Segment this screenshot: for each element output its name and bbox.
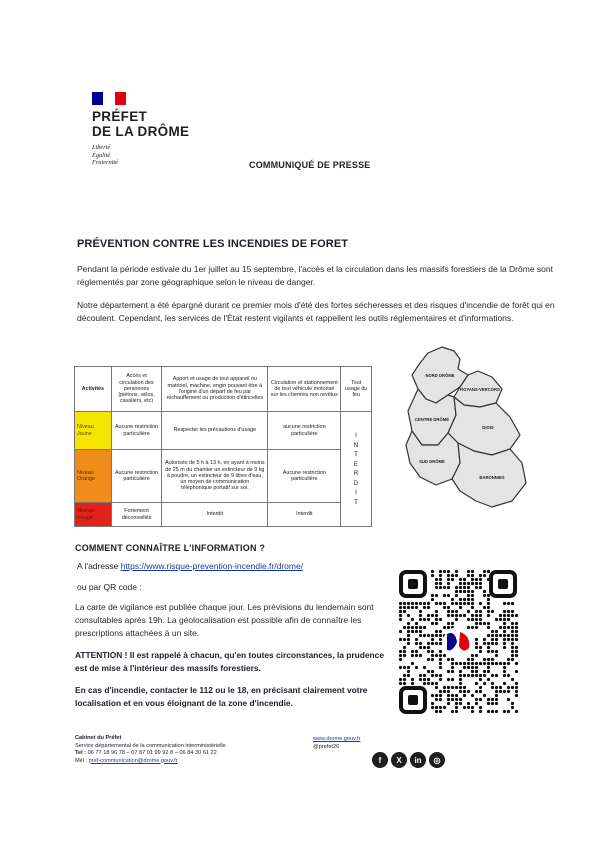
motto-egalite: Égalité xyxy=(92,151,111,159)
level-yellow: Niveau Jaune xyxy=(75,412,112,450)
email-link[interactable]: pref-communication@drome.gouv.fr xyxy=(88,757,178,764)
intro-paragraph: Pendant la période estivale du 1er juillet au 15 septembre, l'accès et la circulation dans les massifs forestiers de la Drôme sont réglementés par zone géographique selon le niveau de danger. xyxy=(77,264,553,287)
table-header-row xyxy=(75,367,372,412)
email-line xyxy=(75,758,226,766)
map-label-baronnies: BARONNIES xyxy=(479,475,505,480)
document-type: COMMUNIQUÉ DE PRESSE xyxy=(249,160,371,170)
header-vehicles: Circulation et stationnement de tout véhicule motorisé sur les chemins non revêtus xyxy=(268,367,341,412)
cell-access: Aucune restriction particulière xyxy=(111,412,162,450)
qr-code[interactable] xyxy=(397,568,519,716)
table-row xyxy=(75,503,372,527)
attention-paragraph: ATTENTION ! Il est rappelé à chacun, qu'en toutes circonstances, la prudence est de mise à l'intérieur des massifs forestiers. xyxy=(75,650,384,673)
cell-vehicles: Aucune restriction particulière xyxy=(268,450,341,503)
service-name: Service départemental de la communication interministérielle xyxy=(75,742,226,749)
interdit-label: I N T E R D I T xyxy=(353,432,359,506)
prefecture-line-1: PRÉFET xyxy=(92,109,148,124)
cabinet-title: Cabinet du Préfet xyxy=(75,735,122,741)
cell-machines: Autorisés de 5 h à 13 h, en ayant à moins de 25 m du chantier un extincteur de 9 kg à poudre, un extincteur de 9 litres d'eau, un moyen de communication téléphonique portatif sur soi. xyxy=(162,450,268,503)
level-red: Niveau Rouge xyxy=(75,503,112,527)
prefecture-logo xyxy=(92,92,189,167)
prefecture-line-2: DE LA DRÔME xyxy=(92,124,190,139)
header-fire-use: Tout usage du feu xyxy=(341,367,372,412)
vigilance-paragraph: La carte de vigilance est publiée chaque jour. Les prévisions du lendemain sont consultables après 19h. La géolocalisation est possible afin de connaître les prescriptions attachées à un site. xyxy=(75,602,374,638)
info-section-title: COMMENT CONNAÎTRE L'INFORMATION ? xyxy=(75,543,266,553)
linkedin-icon[interactable]: in xyxy=(410,752,426,768)
header-access: Accès et circulation des personnes (piétons, vélos, cavaliers, etc) xyxy=(111,367,162,412)
emergency-paragraph: En cas d'incendie, contacter le 112 ou le 18, en précisant clairement votre localisation et en vous éloignant de la zone d'incendie. xyxy=(75,685,368,708)
map-label-centre: CENTRE DRÔME xyxy=(415,417,449,422)
cell-vehicles: aucune restriction particulière xyxy=(268,412,341,450)
header-machines: Apport et usage de tout appareil ou matériel, machine, engin pouvant être à l'origine d'un départ de feu par réchauffement ou production d'étincelles xyxy=(162,367,268,412)
context-paragraph: Notre département a été épargné durant ce premier mois d'été des fortes sécheresses et des risques d'incendie de forêt qui en découlent. Cependant, les services de l'État restent vigilants et rappellent les outils réglementaires et d'informations. xyxy=(77,300,555,323)
phone-line xyxy=(75,750,226,758)
address-prefix: A l'adresse xyxy=(77,561,119,571)
phone-numbers: 06 77 18 96 78 – 07 87 01 99 92 8 – 06 84 30 61 22 xyxy=(87,750,217,756)
marianne-flag xyxy=(92,92,126,105)
level-orange: Niveau Orange xyxy=(75,450,112,503)
phone-label: Tel : xyxy=(75,750,87,756)
drome-zones-map xyxy=(398,345,532,533)
web-block xyxy=(313,735,360,751)
motto-fraternite: Fraternité xyxy=(92,159,118,166)
prefecture-website-link[interactable]: www.drome.gouv.fr xyxy=(313,736,361,742)
cell-access: Fortement déconseillés xyxy=(111,503,162,527)
address-line xyxy=(77,561,303,571)
twitter-handle[interactable]: @prefet26 xyxy=(313,744,340,750)
marianne-qr-logo xyxy=(443,627,473,657)
map-label-diois: DIOIS xyxy=(482,425,494,430)
map-label-nord: NORD DRÔME xyxy=(425,373,455,378)
map-label-royans: ROYANS-VERCORS xyxy=(460,387,500,392)
social-icons xyxy=(372,752,445,768)
header-activites: Activités xyxy=(75,367,112,412)
email-label: Mél : xyxy=(75,757,88,764)
page-title: PRÉVENTION CONTRE LES INCENDIES DE FORET xyxy=(77,238,349,250)
cell-access: Aucune restriction particulière xyxy=(111,450,162,503)
qr-code-intro: ou par QR code : xyxy=(77,582,142,592)
contact-block xyxy=(75,735,226,765)
map-label-sud: SUD DRÔME xyxy=(419,459,445,464)
cell-vehicles: Interdit xyxy=(268,503,341,527)
danger-level-table xyxy=(74,366,372,527)
republic-motto xyxy=(92,144,189,167)
facebook-icon[interactable]: f xyxy=(372,752,388,768)
fire-use-interdit xyxy=(341,412,372,527)
risk-website-link[interactable]: https://www.risque-prevention-incendie.fr/drome/ xyxy=(120,561,304,571)
table-row xyxy=(75,412,372,450)
cell-machines: Interdit xyxy=(162,503,268,527)
x-icon[interactable]: X xyxy=(391,752,407,768)
table-row xyxy=(75,450,372,503)
prefecture-name xyxy=(92,109,189,139)
instagram-icon[interactable]: ◎ xyxy=(429,752,445,768)
cell-machines: Respecter les précautions d'usage xyxy=(162,412,268,450)
motto-liberte: Liberté xyxy=(92,144,111,151)
